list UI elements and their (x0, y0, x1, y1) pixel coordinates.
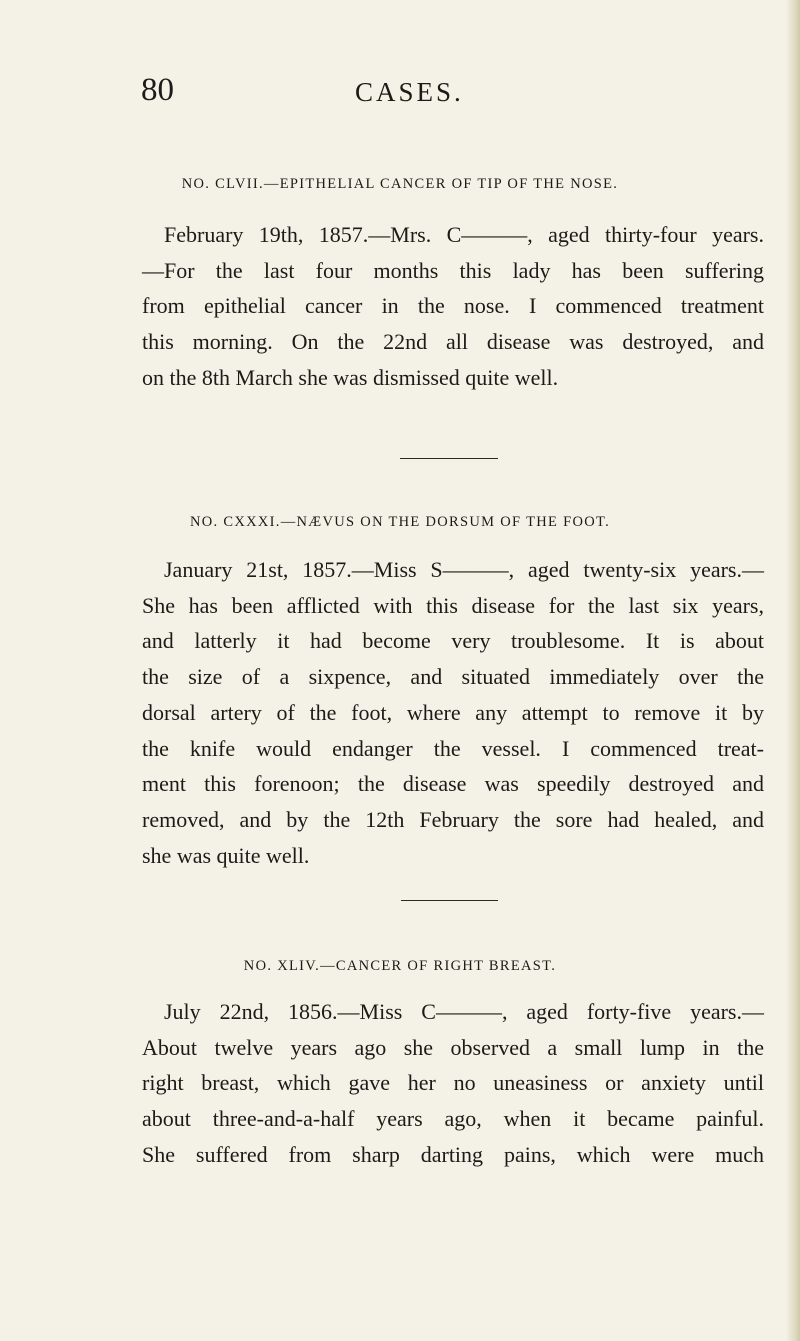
text-line: this morning. On the 22nd all disease was destroyed, and (142, 329, 764, 355)
text-line: about three-and-a-half years ago, when it became painful. (142, 1106, 764, 1132)
text-line: February 19th, 1857.—Mrs. C———, aged thirty-four years. (164, 222, 764, 247)
text-line: ment this forenoon; the disease was speedily destroyed and (142, 771, 764, 797)
case-heading-cxxxi: NO. CXXXI.—NÆVUS ON THE DORSUM OF THE FOOT. (189, 514, 611, 530)
text-line: She suffered from sharp darting pains, which were much (142, 1141, 764, 1167)
case-heading-xliv: NO. XLIV.—CANCER OF RIGHT BREAST. (243, 958, 557, 974)
text-line: and latterly it had become very troublesome. It is about (142, 628, 764, 654)
text-line: —For the last four months this lady has been suffering (142, 257, 764, 283)
section-divider (401, 900, 498, 901)
text-line: on the 8th March she was dismissed quite well. (142, 364, 559, 390)
case-paragraph-cxxxi (142, 552, 764, 873)
text-line: from epithelial cancer in the nose. I commenced treatment (142, 293, 764, 319)
case-paragraph-xliv (142, 994, 764, 1173)
text-line: dorsal artery of the foot, where any attempt to remove it by (142, 699, 764, 725)
text-line: About twelve years ago she observed a small lump in the (142, 1034, 764, 1060)
page-header (0, 72, 800, 132)
text-line: She has been afflicted with this disease for the last six years, (142, 592, 764, 618)
case-paragraph-clvii (142, 217, 764, 396)
text-line: the size of a sixpence, and situated immediately over the (142, 664, 764, 690)
text-line: January 21st, 1857.—Miss S———, aged twenty-six years.— (164, 557, 764, 582)
text-line: July 22nd, 1856.—Miss C———, aged forty-five years.— (164, 999, 764, 1024)
page-number: 80 (141, 72, 174, 108)
text-line: right breast, which gave her no uneasiness or anxiety until (142, 1070, 764, 1096)
text-line: removed, and by the 12th February the sore had healed, and (142, 806, 764, 832)
text-line: the knife would endanger the vessel. I commenced treat- (142, 735, 764, 761)
text-line: she was quite well. (142, 842, 310, 868)
page-edge-shadow (786, 0, 800, 1341)
running-head: CASES. (355, 77, 464, 107)
section-divider (400, 458, 498, 459)
case-heading-clvii: NO. CLVII.—EPITHELIAL CANCER OF TIP OF THE NOSE. (181, 176, 619, 192)
